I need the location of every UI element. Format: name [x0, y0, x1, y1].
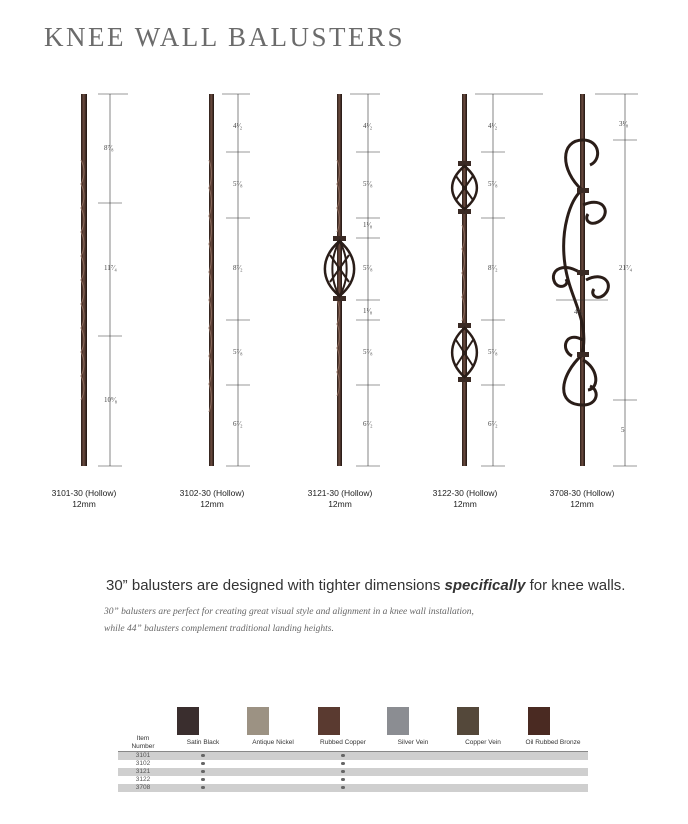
availability-cell [448, 768, 518, 776]
finish-rows [118, 752, 588, 793]
availability-cell [378, 760, 448, 768]
caption-3101 [24, 488, 144, 510]
caption-model: 3122-30 (Hollow) [432, 488, 498, 498]
availability-cell [378, 776, 448, 784]
swatch-silver-vein [387, 707, 409, 735]
swatch-antique-nickel [247, 707, 269, 735]
availability-cell [308, 768, 378, 776]
availability-cell [238, 752, 308, 761]
dim-3708-2: 21⁷⁄₄ [619, 264, 633, 272]
caption-model: 3101-30 (Hollow) [51, 488, 117, 498]
dim-3121-3: 1¹⁄₈ [363, 221, 373, 229]
dim-3122-3: 8⁷⁄₂ [488, 264, 498, 272]
item-number: 3708 [118, 784, 168, 792]
caption-3102 [152, 488, 272, 510]
availability-cell [168, 776, 238, 784]
dim-3708-3: 4³⁄₈ [574, 308, 584, 316]
body-line-2: while 44” balusters complement traditional landing heights. [104, 624, 334, 634]
availability-cell [518, 784, 588, 792]
body-line-1: 30” balusters are perfect for creating great visual style and alignment in a knee wall installation, [104, 607, 474, 617]
available-dot-icon [341, 754, 345, 758]
swatch-satin-black [177, 707, 199, 735]
dim-3101-1: 8⁷⁄₈ [104, 144, 114, 152]
availability-cell [518, 760, 588, 768]
caption-size: 12mm [200, 499, 224, 509]
available-dot-icon [201, 762, 205, 766]
table-row [118, 768, 588, 776]
dim-3102-4: 5⁷⁄₈ [233, 348, 243, 356]
available-dot-icon [341, 778, 345, 782]
swatch-rubbed-copper [318, 707, 340, 735]
swatch-oil-rubbed-bronze [528, 707, 550, 735]
dim-3101-2: 11⁷⁄₄ [104, 264, 117, 272]
table-row [118, 776, 588, 784]
item-number: 3122 [135, 776, 151, 783]
availability-cell [378, 784, 448, 792]
headline [106, 577, 625, 594]
dim-3102-1: 4¹⁄₂ [233, 122, 243, 130]
available-dot-icon [201, 754, 205, 758]
availability-cell [308, 784, 378, 792]
dim-3122-4: 5⁷⁄₈ [488, 348, 498, 356]
caption-size: 12mm [453, 499, 477, 509]
item-number: 3101 [118, 752, 168, 761]
dim-3102-5: 6⁷⁄₂ [233, 420, 243, 428]
caption-size: 12mm [328, 499, 352, 509]
dim-3121-2: 5⁷⁄₈ [363, 180, 373, 188]
page-title: KNEE WALL BALUSTERS [44, 22, 405, 52]
finish-table [118, 735, 588, 792]
baluster-3101 [81, 94, 128, 466]
availability-cell [238, 784, 308, 792]
table-row [118, 752, 588, 761]
availability-cell [168, 752, 238, 761]
availability-cell [448, 784, 518, 792]
dim-3121-1: 4¹⁄₂ [363, 122, 373, 130]
caption-size: 12mm [72, 499, 96, 509]
item-number-header [118, 735, 168, 752]
headline-prefix: 30” balusters are designed with tighter dimensions [106, 577, 445, 594]
availability-cell [238, 760, 308, 768]
finish-header: Antique Nickel [238, 735, 308, 752]
item-number: 3121 [118, 768, 168, 776]
table-row [118, 784, 588, 792]
dim-3708-4: 5 [621, 426, 625, 434]
caption-size: 12mm [570, 499, 594, 509]
dim-3708-1: 3¹⁄₈ [619, 120, 629, 128]
finish-header: Satin Black [168, 735, 238, 752]
dim-3121-5: 1¹⁄₈ [363, 307, 373, 315]
finish-header: Oil Rubbed Bronze [518, 735, 588, 752]
dim-3102-2: 5⁷⁄₈ [233, 180, 243, 188]
availability-cell [238, 768, 308, 776]
available-dot-icon [341, 786, 345, 790]
availability-cell [168, 784, 238, 792]
dim-3102-3: 8⁷⁄₂ [233, 264, 243, 272]
dim-3101-3: 10⁹⁄₈ [104, 396, 118, 404]
caption-model: 3708-30 (Hollow) [549, 488, 615, 498]
availability-cell [448, 776, 518, 784]
caption-3122 [405, 488, 525, 510]
caption-model: 3121-30 (Hollow) [307, 488, 373, 498]
availability-cell [448, 760, 518, 768]
availability-cell [168, 760, 238, 768]
swatch-copper-vein [457, 707, 479, 735]
available-dot-icon [201, 778, 205, 782]
availability-cell [518, 776, 588, 784]
baluster-3102 [209, 94, 250, 466]
dim-3121-6: 5⁷⁄₈ [363, 348, 373, 356]
availability-cell [378, 768, 448, 776]
header-number: Number [131, 743, 155, 750]
available-dot-icon [201, 770, 205, 774]
availability-cell [518, 752, 588, 761]
headline-suffix: for knee walls. [525, 577, 626, 594]
availability-cell [168, 768, 238, 776]
dim-3121-4: 5⁷⁄₈ [363, 264, 373, 272]
finish-header: Silver Vein [378, 735, 448, 752]
caption-3708 [522, 488, 642, 510]
caption-model: 3102-30 (Hollow) [179, 488, 245, 498]
availability-cell [238, 776, 308, 784]
dim-3122-2: 5⁷⁄₈ [488, 180, 498, 188]
availability-cell [518, 768, 588, 776]
item-number: 3102 [135, 760, 151, 767]
finish-header: Rubbed Copper [308, 735, 378, 752]
availability-cell [308, 760, 378, 768]
baluster-3122 [452, 94, 543, 466]
availability-cell [308, 776, 378, 784]
table-row [118, 760, 588, 768]
availability-cell [378, 752, 448, 761]
available-dot-icon [201, 786, 205, 790]
dim-3122-1: 4¹⁄₂ [488, 122, 498, 130]
body-text [104, 604, 564, 638]
dim-3122-5: 6⁷⁄₂ [488, 420, 498, 428]
availability-cell [308, 752, 378, 761]
available-dot-icon [341, 762, 345, 766]
baluster-3121 [325, 94, 380, 466]
header-item: Item [136, 735, 150, 742]
headline-emphasis: specifically [444, 577, 526, 594]
finish-header: Copper Vein [448, 735, 518, 752]
availability-cell [448, 752, 518, 761]
baluster-3708 [553, 94, 638, 466]
caption-3121 [280, 488, 400, 510]
available-dot-icon [341, 770, 345, 774]
dim-3121-7: 6⁷⁄₂ [363, 420, 373, 428]
